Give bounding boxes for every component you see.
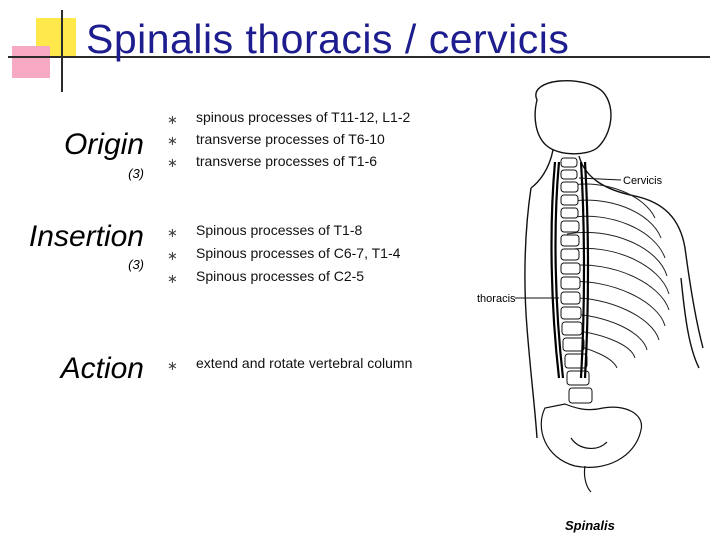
origin-item-3: transverse processes of T1-6: [196, 153, 378, 169]
bullet-icon: ∗: [167, 271, 178, 286]
origin-item-1: spinous processes of T11-12, L1-2: [196, 109, 411, 125]
bullet-icon: ∗: [167, 133, 178, 148]
slide-title: Spinalis thoracis / cervicis: [86, 16, 570, 62]
origin-item-2: transverse processes of T6-10: [196, 131, 385, 147]
action-label: Action: [60, 352, 144, 385]
spinalis-label: Spinalis: [565, 518, 615, 533]
bullet-icon: ∗: [167, 155, 178, 170]
insertion-count: (3): [128, 257, 144, 272]
decor-vertical-line: [61, 10, 63, 92]
origin-count: (3): [128, 166, 144, 181]
origin-label: Origin: [63, 128, 144, 161]
cervicis-label: Cervicis: [623, 175, 663, 187]
action-item-1: extend and rotate vertebral column: [196, 355, 413, 371]
bullet-icon: ∗: [167, 358, 178, 373]
insertion-item-2: Spinous processes of C6-7, T1-4: [196, 245, 401, 261]
pelvis: [541, 404, 641, 492]
decor-pink-square: [12, 46, 50, 78]
insertion-item-3: Spinous processes of C2-5: [196, 268, 365, 284]
bullet-icon: ∗: [167, 248, 178, 263]
insertion-label: Insertion: [28, 220, 144, 253]
bullet-icon: ∗: [167, 112, 178, 127]
insertion-item-1: Spinous processes of T1-8: [196, 222, 363, 238]
thoracis-label: thoracis: [477, 293, 516, 305]
spinalis-anatomy-illustration: [475, 78, 715, 536]
bullet-icon: ∗: [167, 225, 178, 240]
